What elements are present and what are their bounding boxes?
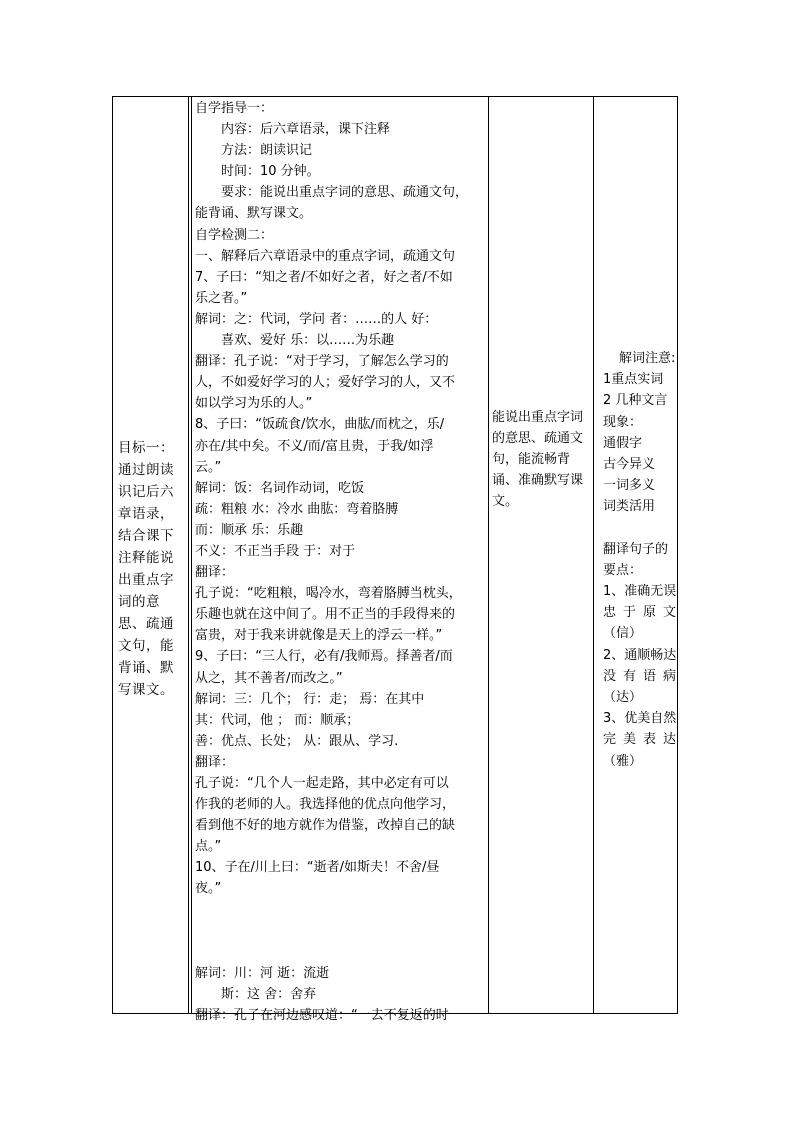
notes-title: 解词注意: — [619, 351, 676, 366]
blank-space — [195, 900, 486, 963]
chapter8-fanyi-label: 翻译： — [195, 565, 235, 581]
guide-content: 内容：后六章语录，课下注释 — [221, 122, 391, 138]
chapter9-jieci: 其：代词，他 ； 而：顺承； — [195, 712, 360, 728]
chapter10-text: 10、子在/川上曰：“逝者/如斯夫！不舍/昼 — [195, 860, 440, 876]
guide-heading: 自学指导一： — [195, 101, 274, 116]
chapter8-fanyi: 富贵，对于我来讲就像是天上的浮云一样。” — [195, 628, 443, 644]
chapter8-jieci: 解词：饭：名词作动词，吃饭 — [195, 480, 365, 496]
chapter7-fanyi: 如以学习为乐的人。” — [195, 396, 313, 412]
chapter7-fanyi: 人，不如爱好学习的人；爱好学习的人，又不 — [195, 375, 456, 391]
chapter9-fanyi: 作我的老师的人。我选择他的优点向他学习， — [195, 797, 456, 813]
chapter8-text: 云。” — [195, 459, 222, 475]
chapter8-text: 亦在/其中矣。不义/而/富且贵，于我/如浮 — [195, 438, 434, 454]
chapter7-fanyi: 翻译：孔子说：“对于学习，了解怎么学习的 — [195, 354, 449, 370]
notes-item: 1重点实词 — [603, 372, 664, 388]
notes-item: 完美表达 — [603, 732, 677, 748]
notes-item: 没有语病 — [603, 668, 677, 684]
notes-item: （雅） — [603, 753, 643, 769]
notes-cell — [597, 97, 677, 1013]
chapter8-jieci: 而：顺承 乐：乐趣 — [195, 522, 304, 538]
content-cell — [195, 98, 486, 1023]
chapter7-text: 7、子曰：“知之者/不如好之者，好之者/不如 — [195, 269, 453, 285]
chapter9-jieci: 善：优点、长处； 从：跟从、学习. — [195, 733, 399, 749]
column-divider — [593, 97, 594, 1013]
chapter9-jieci: 解词：三：几个； 行：走； 焉：在其中 — [195, 691, 425, 707]
chapter8-jieci: 疏：粗粮 水：冷水 曲肱：弯着胳膊 — [195, 501, 399, 517]
notes-item: 3、优美自然 — [603, 711, 677, 727]
notes-item: 现象： — [603, 414, 643, 430]
chapter8-jieci: 不义：不正当手段 于：对于 — [195, 543, 356, 559]
notes-item: 1、准确无误 — [603, 584, 677, 600]
notes-item: （达） — [603, 690, 643, 706]
chapter10-jieci: 解词：川：河 逝：流逝 — [195, 965, 330, 981]
chapter9-fanyi-label: 翻译： — [195, 754, 235, 770]
notes-item: 通假字 — [603, 435, 643, 451]
chapter9-fanyi: 点。” — [195, 839, 222, 855]
chapter7-jieci: 解词：之：代词，学问 者：……的人 好： — [195, 311, 438, 327]
notes-item: 要点： — [603, 562, 643, 578]
chapter9-text: 从之，其不善者/而改之。” — [195, 670, 343, 686]
notes-item: 翻译句子的 — [603, 541, 669, 557]
chapter10-jieci: 斯：这 舍：舍弃 — [221, 986, 317, 1002]
guide-method: 方法：朗读识记 — [221, 143, 313, 159]
lesson-table — [112, 96, 678, 1023]
target-text: 能说出重点字词的意思、疏通文句，能流畅背诵、准确默写课文。 — [492, 410, 584, 509]
chapter9-fanyi: 孔子说：“几个人一起走路，其中必定有可以 — [195, 776, 449, 791]
chapter8-text: 8、子曰：“饭疏食/饮水，曲肱/而枕之，乐/ — [195, 417, 445, 433]
goal-cell — [118, 97, 184, 1013]
notes-item: 2、通顺畅达 — [603, 647, 677, 663]
chapter7-jieci: 喜欢、爱好 乐：以……为乐趣 — [221, 333, 395, 349]
guide-require-cont: 能背诵、默写课文。 — [195, 206, 313, 222]
notes-item: 2 几种文言 — [603, 393, 668, 409]
notes-item: 词类活用 — [603, 499, 656, 515]
notes-item: 一词多义 — [603, 478, 656, 494]
check-task: 一、解释后六章语录中的重点字词，疏通文句 — [195, 248, 456, 264]
target-cell — [492, 97, 590, 1013]
column-divider — [188, 97, 189, 1013]
chapter10-fanyi: 翻译：孔子在河边感叹道：“一去不复返的时 — [195, 1007, 449, 1023]
notes-item: 古今异义 — [603, 457, 656, 473]
chapter7-text: 乐之者。” — [195, 290, 248, 306]
chapter9-fanyi: 看到他不好的地方就作为借鉴，改掉自己的缺 — [195, 818, 456, 834]
notes-item: （信） — [603, 626, 643, 642]
check-heading: 自学检测二： — [195, 227, 274, 243]
column-divider — [191, 97, 192, 1013]
column-divider — [488, 97, 489, 1013]
notes-item: 忠于原文 — [603, 605, 677, 621]
guide-require: 要求：能说出重点字词的意思、疏通文句， — [221, 185, 469, 201]
chapter10-text: 夜。” — [195, 881, 222, 897]
chapter8-fanyi: 乐趣也就在这中间了。用不正当的手段得来的 — [195, 607, 456, 623]
guide-time: 时间：10 分钟。 — [221, 164, 320, 180]
chapter8-fanyi: 孔子说：“吃粗粮，喝冷水，弯着胳膊当枕头， — [195, 586, 462, 602]
chapter9-text: 9、子曰：“三人行，必有/我师焉。择善者/而 — [195, 649, 453, 665]
goal-text: 目标一：通过朗读识记后六章语录，结合课下注释能说出重点字词的意思、疏通文句，能背诵、默写课文。 — [118, 440, 174, 698]
